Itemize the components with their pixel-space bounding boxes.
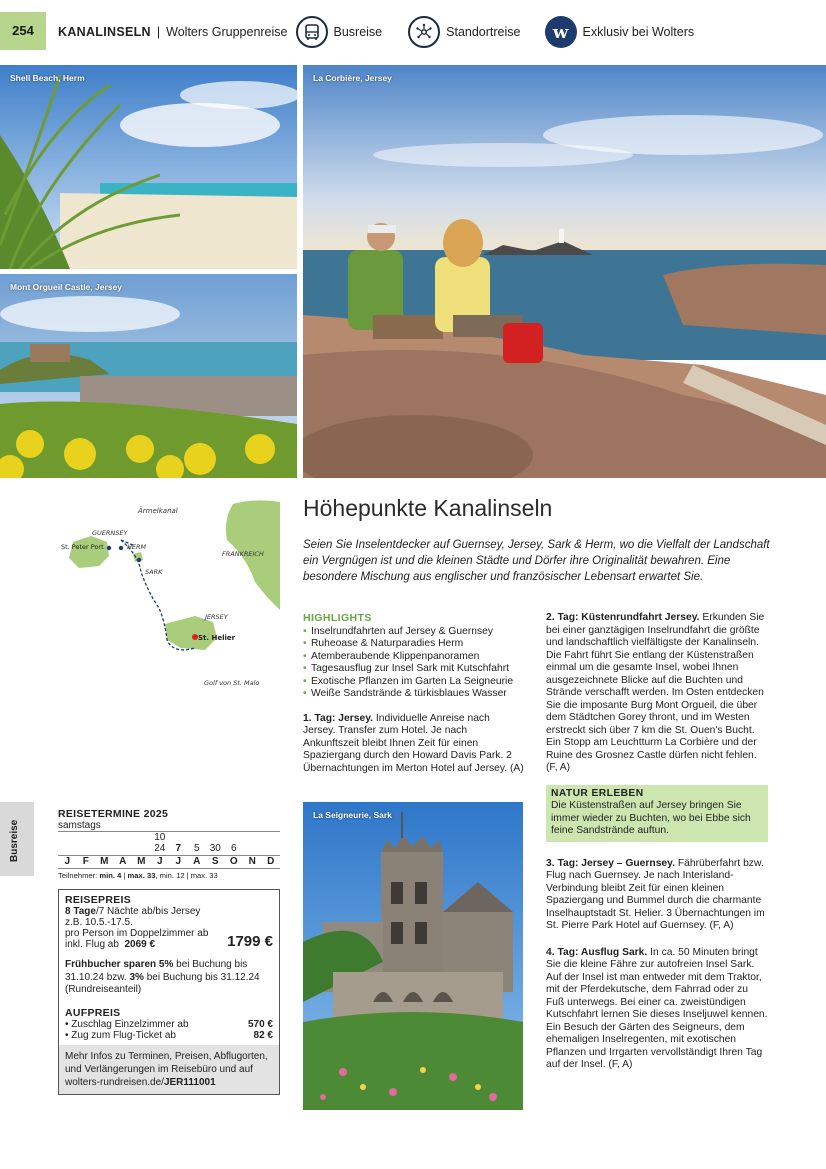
header-separator: | xyxy=(156,25,161,39)
caption-shell-beach: Shell Beach, Herm xyxy=(10,73,85,83)
caption-mont-orgueil: Mont Orgueil Castle, Jersey xyxy=(10,282,122,292)
page-title: Höhepunkte Kanalinseln xyxy=(303,495,553,521)
early-booking: Frühbucher sparen 5% bei Buchung bis 31.10.24 bzw. 3% bei Buchung bis 31.12.24 (Rundreiseanteil) xyxy=(65,959,260,995)
header-bar xyxy=(58,14,694,50)
map-label-herm: HERM xyxy=(127,543,147,551)
day-4-heading: 4. Tag: Ausflug Sark. xyxy=(546,946,648,958)
price-row xyxy=(65,928,273,950)
termine-title: REISETERMINE 2025 xyxy=(58,808,169,820)
caption-la-seigneurie: La Seigneurie, Sark xyxy=(313,810,392,820)
highlight-item: • Inselrundfahrten auf Jersey & Guernsey xyxy=(303,626,525,639)
date-cell: 30 xyxy=(209,843,221,854)
aufpreis-title: AUFPREIS xyxy=(65,1006,121,1019)
photo-la-corbiere xyxy=(303,65,826,478)
map-label-st-peter-port: St. Peter Port xyxy=(61,543,104,551)
aufpreis-item: • Zuschlag Einzelzimmer ab 570 € xyxy=(65,1018,273,1030)
more-info: Mehr Infos zu Terminen, Preisen, Abflugorten, und Verlängerungen im Reisebüro und auf wolters-rundreisen.de/JER111001 xyxy=(59,1045,279,1094)
map-label-jersey: JERSEY xyxy=(205,613,228,621)
reisepreis-box xyxy=(58,889,280,1095)
page-number: 254 xyxy=(0,12,46,50)
day-1-text: Individuelle Anreise nach Jersey. Transfer zum Hotel. Je nach Ankunftszeit bleibt Ihnen Zeit für einen Spaziergang durch den Howard Davis Park. 2 Übernachtungen im Merton Hotel auf Jersey. (A) xyxy=(303,712,524,774)
day-2 xyxy=(546,612,768,775)
highlights-list xyxy=(303,626,525,701)
map-label-frankreich: FRANKREICH xyxy=(222,550,264,558)
date-cell: 6 xyxy=(230,843,237,854)
reisetermine xyxy=(58,808,280,880)
star-route-icon xyxy=(408,16,440,48)
highlight-item: • Tagesausflug zur Insel Sark mit Kutschfahrt xyxy=(303,663,525,676)
trip-code: JER111001 xyxy=(163,1076,216,1088)
bus-icon xyxy=(296,16,328,48)
column-right xyxy=(546,612,768,1072)
caption-la-corbiere: La Corbière, Jersey xyxy=(313,73,392,83)
map-label-golf: Golf von St. Malo xyxy=(204,679,260,687)
highlights-title: HIGHLIGHTS xyxy=(303,612,372,624)
badge-standortreise: Standortreise xyxy=(446,25,521,39)
price-incl-flight: 2069 € xyxy=(124,939,156,950)
example-date: z.B. 10.5.-17.5. xyxy=(65,917,133,928)
map-label-sark: SARK xyxy=(145,568,163,576)
trip-type: Wolters Gruppenreise xyxy=(166,25,288,39)
date-cell: 5 xyxy=(193,843,200,854)
highlight-item: • Exotische Pflanzen im Garten La Seigneurie xyxy=(303,676,525,689)
flight-line: inkl. Flug ab 2069 € xyxy=(65,939,156,950)
highlight-item: • Atemberaubende Klippenpanoramen xyxy=(303,651,525,664)
wolters-logo-icon: w xyxy=(545,16,577,48)
channel-islands-map xyxy=(55,498,280,698)
day-1-heading: 1. Tag: Jersey. xyxy=(303,712,374,724)
map-label-channel: Ärmelkanal xyxy=(138,507,178,515)
natur-erleben-title: NATUR ERLEBEN xyxy=(551,787,644,799)
dates-row-2 xyxy=(58,843,280,854)
badge-busreise: Busreise xyxy=(333,25,383,39)
price-main: 1799 € xyxy=(227,933,273,950)
highlight-item: • Ruheoase & Naturparadies Herm xyxy=(303,638,525,651)
duration: 8 Tage/7 Nächte ab/bis Jersey xyxy=(65,906,201,917)
intro-text: Seien Sie Inselentdecker auf Guernsey, Jersey, Sark & Herm, wo die Vielfalt der Landschaft ein Vergnügen ist und die kleinen Städte und Dörfer ihre Originalität bewahren. Eine besondere Mischung aus englischer und französischer Lebensart erwartet Sie. xyxy=(303,539,770,583)
month-row: J F M A M J J A S O N D xyxy=(58,855,280,869)
termine-subtitle: samstags xyxy=(58,820,101,831)
day-3 xyxy=(546,858,768,933)
side-tab-label: Busreise xyxy=(9,819,20,862)
day-4 xyxy=(546,947,768,1072)
photo-la-seigneurie xyxy=(303,802,523,1110)
map-label-guernsey: GUERNSEY xyxy=(92,529,128,537)
day-4-text: In ca. 50 Minuten bringt Sie die kleine Fähre zur autofreien Insel Sark. Auf der Insel ist man entweder mit dem Traktor, mit der Pferdekutsche, dem Fahrrad oder zu Fuß unterwegs. Bei einer ca. zweistündigen Kutschfahrt lernen Sie dieses Inseljuwel kennen. Ein Besuch der Gärten des Seigneurs, dem ehemaligen Inselregenten, mit exotischen Pflanzen und Irrgarten vervollständigt Ihren Tag auf der Insel. (F, A) xyxy=(546,946,768,1070)
day-2-heading: 2. Tag: Küstenrundfahrt Jersey. xyxy=(546,612,700,623)
date-cell: 10 xyxy=(154,832,166,843)
badge-exklusiv: Exklusiv bei Wolters xyxy=(582,25,695,39)
room-line: pro Person im Doppelzimmer ab xyxy=(65,928,209,939)
dates-row-1 xyxy=(58,832,280,843)
natur-erleben-text: Die Küstenstraßen auf Jersey bringen Sie immer wieder zu Buchten, wo bei Ebbe sich feine Sandstrände auftun. xyxy=(551,800,751,836)
teilnehmer-info: Teilnehmer: min. 4 | max. 33, min. 12 | max. 33 xyxy=(58,871,218,880)
photo-mont-orgueil xyxy=(0,274,297,478)
day-3-heading: 3. Tag: Jersey – Guernsey. xyxy=(546,857,675,869)
map-label-st-helier: St. Helier xyxy=(198,634,236,642)
side-tab xyxy=(0,802,34,876)
photo-shell-beach xyxy=(0,65,297,269)
day-3-text: Fährüberfahrt bzw. Flug nach Guernsey. Je nach Interisland-Verbindung bleibt Zeit für einen kleinen Spaziergang und Bummel durch die charmante Inselhauptstadt St. Helier. 3 Übernachtungen im St. Pierre Park Hotel auf Guernsey. (F, A) xyxy=(546,857,765,931)
natur-erleben-box xyxy=(546,785,768,842)
day-1 xyxy=(303,713,525,776)
date-cell: 24 xyxy=(154,843,166,854)
day-2-text: Erkunden Sie bei einer ganztägigen Inselrundfahrt die größte und landschaftlich vielfältigste der Kanalinseln. Die Fahrt führt Sie entlang der Küstenstraßen einmal um die gesamte Insel, wobei Ihnen ausgezeichnete Blicke auf die Buchten und Strände verschafft werden. Im Osten entdecken Sie die imposante Burg Mont Orgueil, die über dem Städtchen Gorey thront, und im Westen erstreckt sich über 7 km die St. Ouen's Bucht. Ein Stopp am Leuchtturm La Corbière und der Ruine des Grosnez Castle dürfen nicht fehlen. (F, A) xyxy=(546,612,765,773)
aufpreis-item: • Zug zum Flug-Ticket ab 82 € xyxy=(65,1029,273,1041)
column-left xyxy=(303,612,525,775)
highlight-item: • Weiße Sandstrände & türkisblaues Wasser xyxy=(303,688,525,701)
reisepreis-title: REISEPREIS xyxy=(65,894,132,906)
date-cell: 7 xyxy=(175,843,182,854)
region-title: KANALINSELN xyxy=(58,25,151,39)
